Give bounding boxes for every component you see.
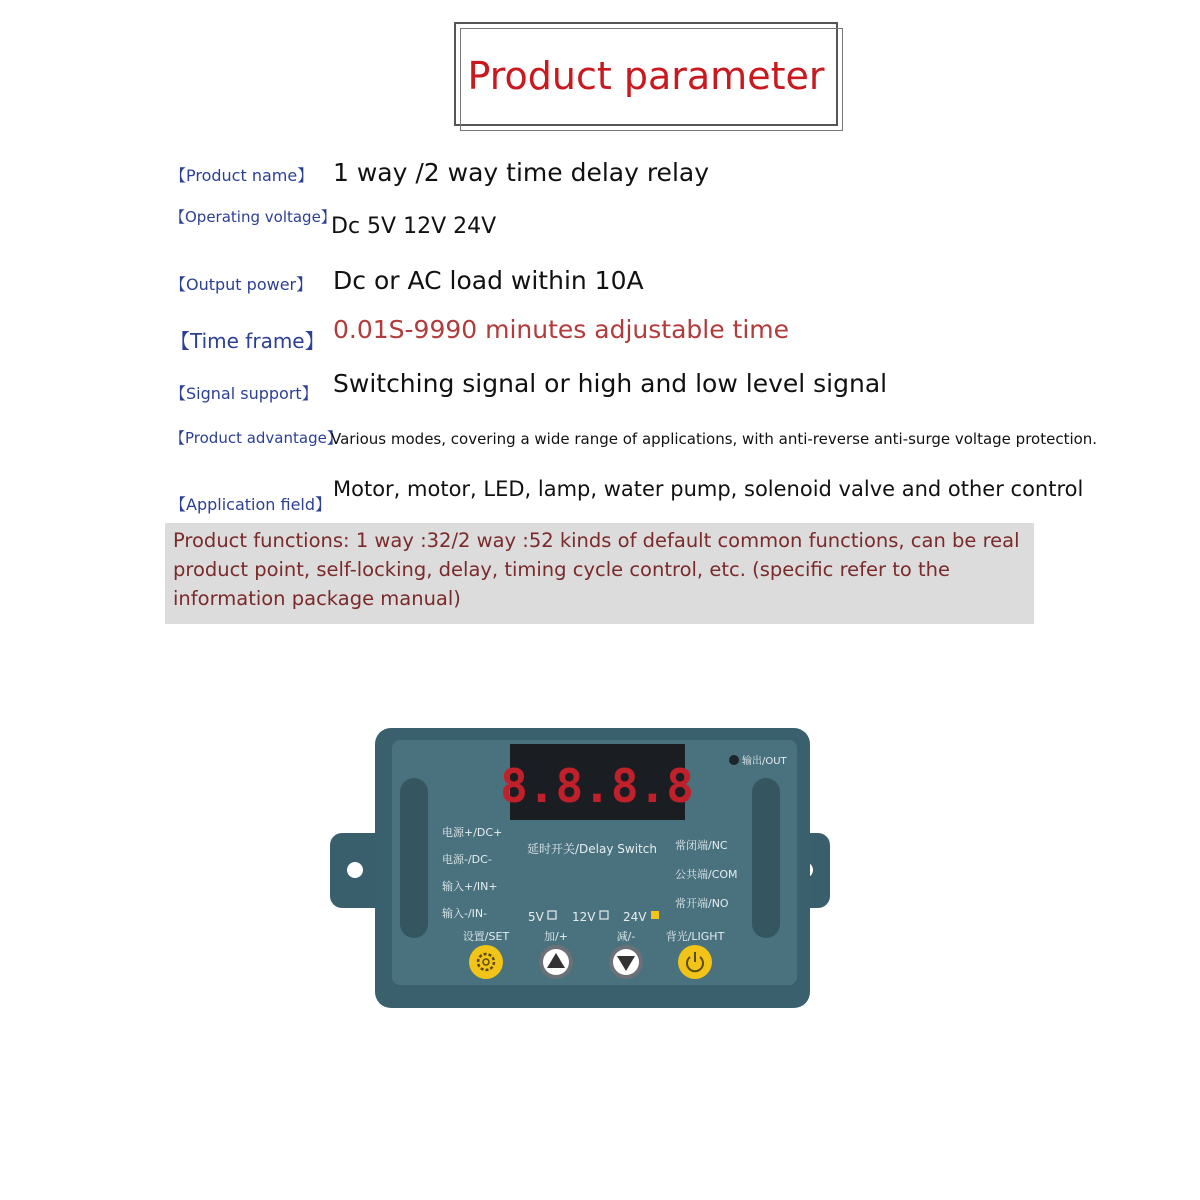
right-slot	[752, 778, 780, 938]
minus-button-label: 减/-	[616, 930, 636, 943]
in-minus-label: 输入-/IN-	[442, 907, 488, 920]
display-digits: 8.8.8.8	[500, 759, 694, 813]
out-indicator-led	[729, 755, 739, 765]
no-label: 常开端/NO	[675, 897, 729, 910]
out-label: 输出/OUT	[742, 756, 787, 767]
voltage-12v-label: 12V	[572, 910, 596, 924]
functions-box	[165, 523, 1034, 624]
functions-text: Product functions: 1 way :32/2 way :52 kinds of default common functions, can be real product point, self-locking, delay, timing cycle control, etc. (specific refer to the information package manual)	[173, 529, 1020, 610]
label-application-field: 【Application field】	[170, 495, 332, 514]
label-operating-voltage: 【Operating voltage】	[170, 208, 336, 226]
dc-plus-label: 电源+/DC+	[442, 826, 503, 839]
minus-button[interactable]	[609, 945, 643, 979]
value-output-power: Dc or AC load within 10A	[333, 266, 644, 295]
voltage-24v-label: 24V	[623, 910, 647, 924]
light-button[interactable]	[678, 945, 712, 979]
value-application-field: Motor, motor, LED, lamp, water pump, solenoid valve and other control	[333, 477, 1084, 501]
label-time-frame: 【Time frame】	[170, 329, 325, 353]
set-button-label: 设置/SET	[462, 930, 510, 943]
delay-relay-device	[320, 718, 840, 1018]
value-time-frame: 0.01S-9990 minutes adjustable time	[333, 315, 790, 344]
nc-label: 常闭端/NC	[675, 839, 728, 852]
plus-button-label: 加/+	[544, 930, 568, 943]
voltage-5v-label: 5V	[528, 910, 544, 924]
light-button-label: 背光/LIGHT	[665, 930, 725, 943]
com-label: 公共端/COM	[675, 868, 738, 881]
value-signal-support: Switching signal or high and low level signal	[333, 369, 888, 398]
plus-button[interactable]	[539, 945, 573, 979]
left-mount-hole	[347, 862, 363, 878]
page-title: Product parameter	[467, 54, 825, 98]
in-plus-label: 输入+/IN+	[442, 880, 498, 893]
label-product-advantage: 【Product advantage】	[170, 429, 342, 447]
label-signal-support: 【Signal support】	[170, 384, 318, 403]
set-button[interactable]	[469, 945, 503, 979]
title-box	[454, 22, 838, 126]
left-slot	[400, 778, 428, 938]
label-output-power: 【Output power】	[170, 275, 313, 294]
delay-switch-label: 延时开关/Delay Switch	[527, 842, 657, 856]
value-operating-voltage: Dc 5V 12V 24V	[331, 214, 497, 239]
value-product-advantage: Various modes, covering a wide range of applications, with anti-reverse anti-surge voltage protection.	[331, 430, 1098, 448]
label-product-name: 【Product name】	[170, 166, 314, 185]
value-product-name: 1 way /2 way time delay relay	[333, 158, 710, 187]
dc-minus-label: 电源-/DC-	[442, 853, 492, 866]
voltage-24v-marker	[651, 911, 659, 919]
